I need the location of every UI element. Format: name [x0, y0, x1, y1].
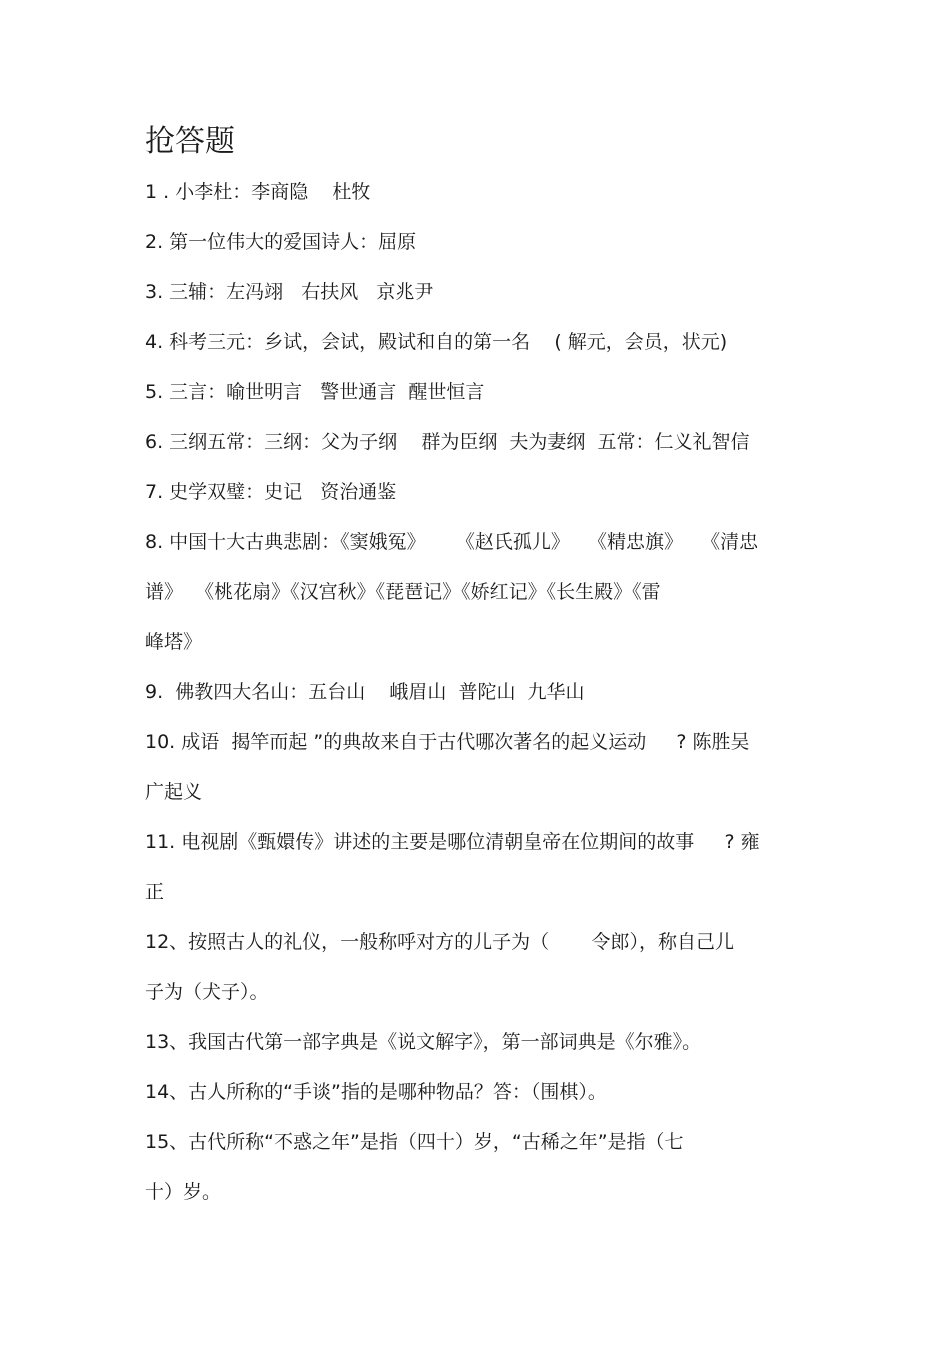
question-line: 5. 三言：喻世明言 警世通言 醒世恒言: [145, 381, 485, 403]
question-line: 2. 第一位伟大的爱国诗人：屈原: [145, 231, 417, 253]
question-line: 十）岁。: [145, 1181, 222, 1203]
question-line: 12、按照古人的礼仪，一般称呼对方的儿子为（ 令郎），称自己儿: [145, 931, 734, 953]
question-line: 11. 电视剧《甄嬛传》讲述的主要是哪位清朝皇帝在位期间的故事 ? 雍: [145, 831, 760, 853]
question-line: 6. 三纲五常：三纲：父为子纲 群为臣纲 夫为妻纲 五常：仁义礼智信: [145, 431, 750, 453]
question-line: 8. 中国十大古典悲剧：《窦娥冤》 《赵氏孤儿》 《精忠旗》 《清忠: [145, 531, 759, 553]
question-line: 峰塔》: [145, 631, 203, 653]
question-line: 9. 佛教四大名山：五台山 峨眉山 普陀山 九华山: [145, 681, 585, 703]
question-line: 子为（犬子）。: [145, 981, 269, 1003]
question-line: 10. 成语 揭竿而起 ”的典故来自于古代哪次著名的起义运动 ? 陈胜吴: [145, 731, 750, 753]
question-line: 1 . 小李杜：李商隐 杜牧: [145, 181, 371, 203]
question-list: [145, 172, 810, 1222]
question-line: 13、我国古代第一部字典是《说文解字》，第一部词典是《尔雅》。: [145, 1031, 702, 1053]
question-line: 正: [145, 881, 165, 903]
question-line: 7. 史学双璧：史记 资治通鉴: [145, 481, 397, 503]
question-line: 谱》 《桃花扇》《汉宫秋》《琵琶记》《娇红记》《长生殿》《雷: [145, 581, 661, 603]
question-line: 广起义: [145, 781, 203, 803]
question-line: 3. 三辅：左冯翊 右扶风 京兆尹: [145, 281, 434, 303]
question-line: 15、古代所称“不惑之年”是指（四十）岁，“古稀之年”是指（七: [145, 1131, 684, 1153]
question-line: 14、古人所称的“手谈”指的是哪种物品？答：（围棋）。: [145, 1081, 607, 1103]
question-line: 4. 科考三元：乡试，会试，殿试和自的第一名 ( 解元，会员，状元): [145, 331, 728, 353]
page-title: 抢答题: [145, 124, 235, 159]
